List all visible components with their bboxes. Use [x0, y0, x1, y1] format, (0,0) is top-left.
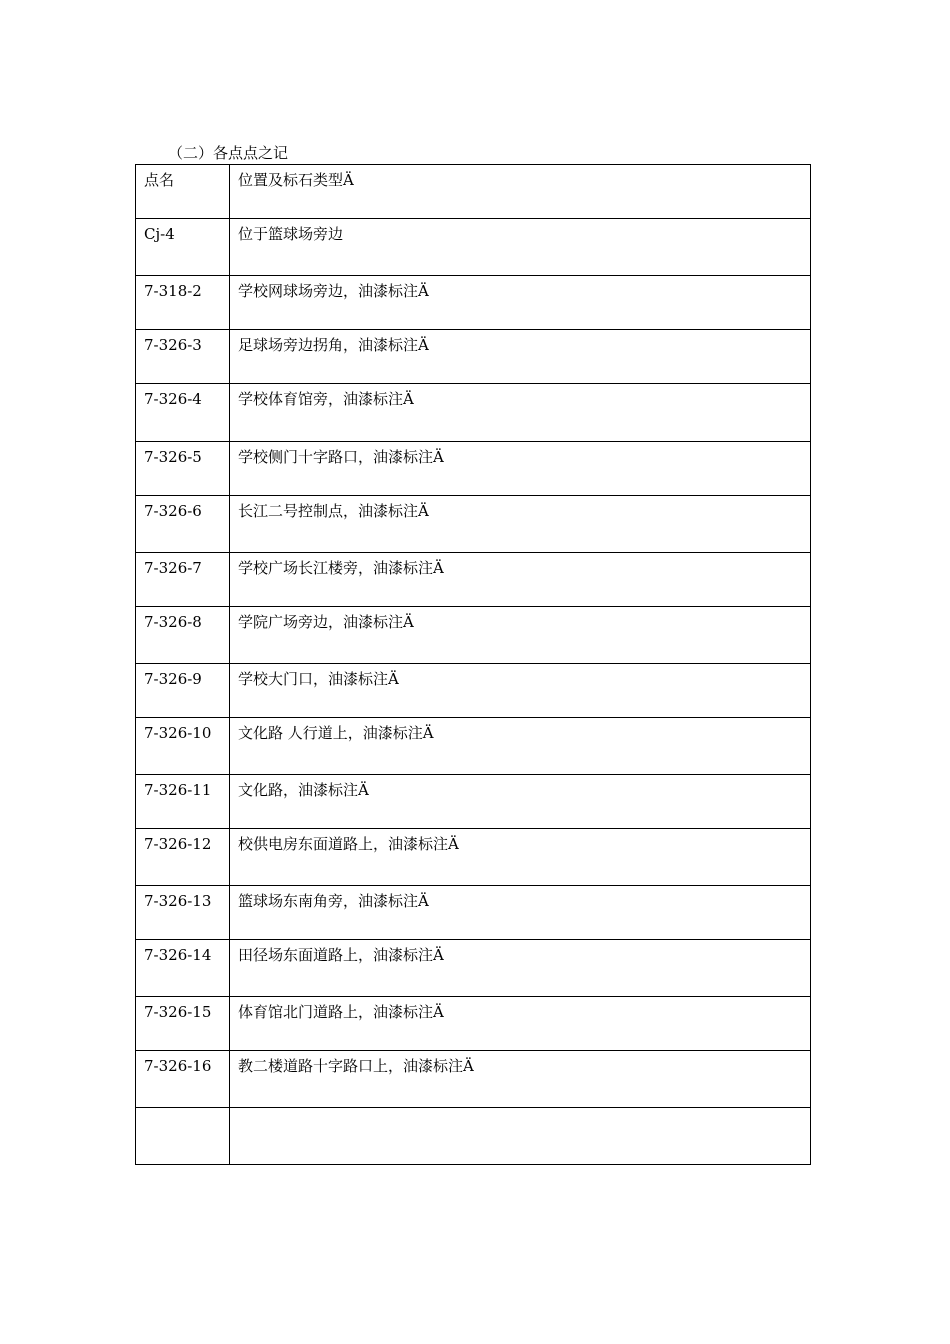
point-name-cell: Cj-4 — [136, 219, 230, 276]
table-row — [136, 1051, 811, 1108]
table-row — [136, 940, 811, 997]
location-cell: 篮球场东南角旁，油漆标注Ä — [230, 886, 811, 940]
table-row — [136, 886, 811, 940]
point-name-cell: 7-326-4 — [136, 384, 230, 442]
point-name-cell: 7-326-15 — [136, 997, 230, 1051]
point-name-cell: 7-326-8 — [136, 607, 230, 664]
table-row — [136, 607, 811, 664]
header-location-type: 位置及标石类型Ä — [230, 165, 811, 219]
location-cell: 学校体育馆旁，油漆标注Ä — [230, 384, 811, 442]
location-cell: 学校网球场旁边，油漆标注Ä — [230, 276, 811, 330]
table-row — [136, 496, 811, 553]
location-cell: 文化路 人行道上，油漆标注Ä — [230, 718, 811, 775]
point-name-cell: 7-326-11 — [136, 775, 230, 829]
point-name-cell: 7-326-16 — [136, 1051, 230, 1108]
point-name-cell: 7-326-10 — [136, 718, 230, 775]
point-name-cell: 7-326-3 — [136, 330, 230, 384]
table-header-row — [136, 165, 811, 219]
table-row — [136, 219, 811, 276]
location-cell: 校供电房东面道路上，油漆标注Ä — [230, 829, 811, 886]
point-name-cell: 7-326-9 — [136, 664, 230, 718]
location-cell — [230, 1108, 811, 1165]
location-cell: 体育馆北门道路上，油漆标注Ä — [230, 997, 811, 1051]
location-cell: 文化路，油漆标注Ä — [230, 775, 811, 829]
point-record-table — [135, 164, 811, 1165]
table-row — [136, 1108, 811, 1165]
point-name-cell — [136, 1108, 230, 1165]
table-row — [136, 829, 811, 886]
table-row — [136, 718, 811, 775]
header-point-name: 点名 — [136, 165, 230, 219]
location-cell: 长江二号控制点，油漆标注Ä — [230, 496, 811, 553]
table-row — [136, 664, 811, 718]
point-name-cell: 7-326-14 — [136, 940, 230, 997]
location-cell: 学院广场旁边，油漆标注Ä — [230, 607, 811, 664]
location-cell: 学校侧门十字路口，油漆标注Ä — [230, 442, 811, 496]
location-cell: 位于篮球场旁边 — [230, 219, 811, 276]
location-cell: 教二楼道路十字路口上，油漆标注Ä — [230, 1051, 811, 1108]
table-row — [136, 553, 811, 607]
table-row — [136, 384, 811, 442]
point-name-cell: 7-318-2 — [136, 276, 230, 330]
table-row — [136, 276, 811, 330]
location-cell: 学校广场长江楼旁，油漆标注Ä — [230, 553, 811, 607]
section-title: （二）各点点之记 — [168, 144, 289, 162]
location-cell: 田径场东面道路上，油漆标注Ä — [230, 940, 811, 997]
table-row — [136, 442, 811, 496]
table-row — [136, 997, 811, 1051]
table-row — [136, 775, 811, 829]
location-cell: 足球场旁边拐角，油漆标注Ä — [230, 330, 811, 384]
point-name-cell: 7-326-6 — [136, 496, 230, 553]
location-cell: 学校大门口，油漆标注Ä — [230, 664, 811, 718]
point-name-cell: 7-326-5 — [136, 442, 230, 496]
point-name-cell: 7-326-13 — [136, 886, 230, 940]
point-name-cell: 7-326-7 — [136, 553, 230, 607]
point-name-cell: 7-326-12 — [136, 829, 230, 886]
table-row — [136, 330, 811, 384]
